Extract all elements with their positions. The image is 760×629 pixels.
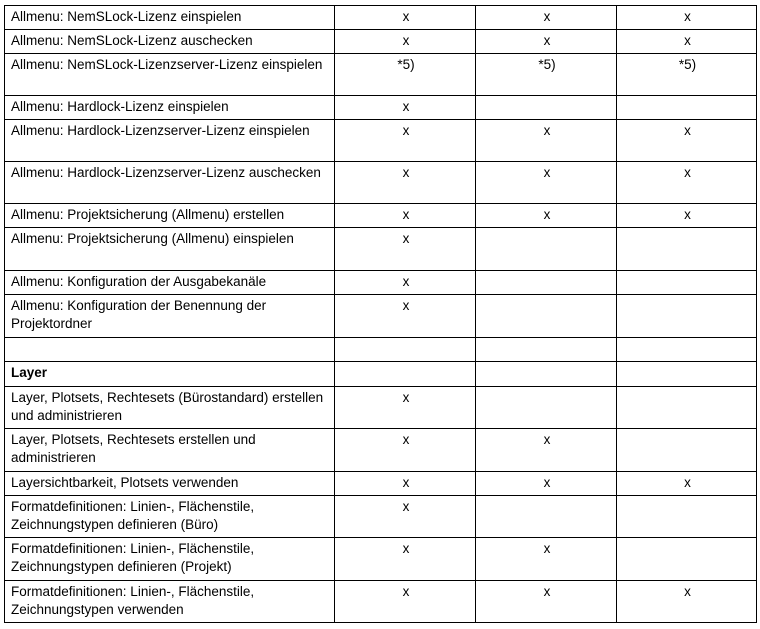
row-label: Allmenu: Konfiguration der Benennung der Projektordner bbox=[5, 295, 335, 338]
mark-col-2: *5) bbox=[476, 54, 617, 96]
mark-col-2 bbox=[476, 96, 617, 120]
mark-col-2: x bbox=[476, 162, 617, 204]
row-label: Layer, Plotsets, Rechtesets erstellen und administrieren bbox=[5, 429, 335, 472]
row-label: Layersichtbarkeit, Plotsets verwenden bbox=[5, 472, 335, 496]
row-label: Allmenu: Konfiguration der Ausgabekanäle bbox=[5, 271, 335, 295]
table-row bbox=[5, 120, 757, 162]
row-label: Allmenu: Hardlock-Lizenz einspielen bbox=[5, 96, 335, 120]
mark-col-3 bbox=[617, 295, 757, 338]
mark-col-1: x bbox=[335, 472, 476, 496]
row-label: Allmenu: Projektsicherung (Allmenu) einspielen bbox=[5, 228, 335, 271]
table-row-empty bbox=[5, 338, 757, 362]
mark-col-3: x bbox=[617, 6, 757, 30]
table-row bbox=[5, 204, 757, 228]
mark-col-1: x bbox=[335, 6, 476, 30]
mark-col-3 bbox=[617, 362, 757, 387]
mark-col-2 bbox=[476, 496, 617, 538]
mark-col-3 bbox=[617, 496, 757, 538]
mark-col-3: x bbox=[617, 120, 757, 162]
mark-col-1: x bbox=[335, 228, 476, 271]
mark-col-1: x bbox=[335, 496, 476, 538]
mark-col-3 bbox=[617, 538, 757, 581]
table-row bbox=[5, 162, 757, 204]
row-label: Allmenu: Hardlock-Lizenzserver-Lizenz einspielen bbox=[5, 120, 335, 162]
row-label: Allmenu: NemSLock-Lizenzserver-Lizenz einspielen bbox=[5, 54, 335, 96]
mark-col-3 bbox=[617, 387, 757, 429]
table-row bbox=[5, 30, 757, 54]
mark-col-2 bbox=[476, 362, 617, 387]
mark-col-3: x bbox=[617, 472, 757, 496]
mark-col-3 bbox=[617, 429, 757, 472]
mark-col-2 bbox=[476, 387, 617, 429]
mark-col-1: x bbox=[335, 581, 476, 623]
table-row bbox=[5, 472, 757, 496]
row-label: Formatdefinitionen: Linien-, Flächenstile, Zeichnungstypen verwenden bbox=[5, 581, 335, 623]
mark-col-3 bbox=[617, 96, 757, 120]
mark-col-3 bbox=[617, 228, 757, 271]
row-label: Allmenu: NemSLock-Lizenz einspielen bbox=[5, 6, 335, 30]
mark-col-2: x bbox=[476, 429, 617, 472]
mark-col-1 bbox=[335, 362, 476, 387]
mark-col-2: x bbox=[476, 30, 617, 54]
mark-col-3: x bbox=[617, 30, 757, 54]
section-heading: Layer bbox=[5, 362, 335, 387]
mark-col-1: x bbox=[335, 387, 476, 429]
mark-col-1: x bbox=[335, 204, 476, 228]
mark-col-3: x bbox=[617, 204, 757, 228]
mark-col-1: *5) bbox=[335, 54, 476, 96]
mark-col-2: x bbox=[476, 120, 617, 162]
table-row bbox=[5, 429, 757, 472]
table-row bbox=[5, 271, 757, 295]
mark-col-1 bbox=[335, 338, 476, 362]
table-row bbox=[5, 96, 757, 120]
mark-col-1: x bbox=[335, 120, 476, 162]
table-row bbox=[5, 228, 757, 271]
mark-col-1: x bbox=[335, 271, 476, 295]
table-row bbox=[5, 581, 757, 623]
row-label: Formatdefinitionen: Linien-, Flächenstile, Zeichnungstypen definieren (Büro) bbox=[5, 496, 335, 538]
row-label: Allmenu: NemSLock-Lizenz auschecken bbox=[5, 30, 335, 54]
mark-col-1: x bbox=[335, 538, 476, 581]
row-label: Allmenu: Projektsicherung (Allmenu) erstellen bbox=[5, 204, 335, 228]
mark-col-1: x bbox=[335, 429, 476, 472]
row-label: Formatdefinitionen: Linien-, Flächenstile, Zeichnungstypen definieren (Projekt) bbox=[5, 538, 335, 581]
table-row bbox=[5, 387, 757, 429]
section-header-row bbox=[5, 362, 757, 387]
mark-col-2 bbox=[476, 338, 617, 362]
mark-col-2: x bbox=[476, 472, 617, 496]
mark-col-1: x bbox=[335, 295, 476, 338]
mark-col-2: x bbox=[476, 581, 617, 623]
mark-col-1: x bbox=[335, 30, 476, 54]
mark-col-2: x bbox=[476, 204, 617, 228]
mark-col-2 bbox=[476, 228, 617, 271]
mark-col-1: x bbox=[335, 162, 476, 204]
mark-col-3: x bbox=[617, 581, 757, 623]
mark-col-3 bbox=[617, 338, 757, 362]
row-label: Layer, Plotsets, Rechtesets (Bürostandard) erstellen und administrieren bbox=[5, 387, 335, 429]
mark-col-3: x bbox=[617, 162, 757, 204]
mark-col-3: *5) bbox=[617, 54, 757, 96]
table-row bbox=[5, 538, 757, 581]
table-row bbox=[5, 295, 757, 338]
table-row bbox=[5, 6, 757, 30]
mark-col-2: x bbox=[476, 538, 617, 581]
table-row bbox=[5, 496, 757, 538]
mark-col-2 bbox=[476, 271, 617, 295]
mark-col-1: x bbox=[335, 96, 476, 120]
mark-col-2 bbox=[476, 295, 617, 338]
row-label: Allmenu: Hardlock-Lizenzserver-Lizenz auschecken bbox=[5, 162, 335, 204]
table-row bbox=[5, 54, 757, 96]
mark-col-3 bbox=[617, 271, 757, 295]
permissions-table bbox=[4, 5, 757, 623]
row-label bbox=[5, 338, 335, 362]
mark-col-2: x bbox=[476, 6, 617, 30]
